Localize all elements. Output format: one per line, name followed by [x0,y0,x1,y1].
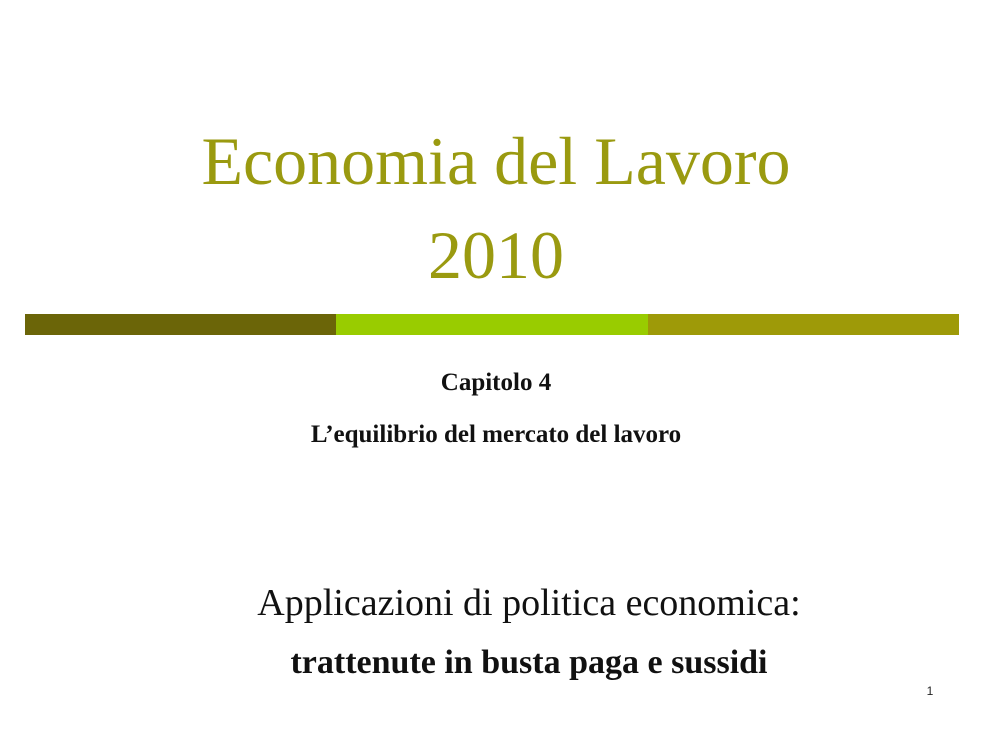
divider-segment-olive [648,314,959,335]
chapter-title: L’equilibrio del mercato del lavoro [310,421,682,448]
applications-heading: Applicazioni di politica economica: [257,582,801,624]
slide-title-line-2: 2010 [428,217,564,293]
divider-segment-dark [25,314,336,335]
divider-segment-green [336,314,647,335]
decorative-divider-bar [25,314,959,335]
applications-topic: trattenute in busta paga e sussidi [290,644,768,681]
chapter-label: Capitolo 4 [440,369,552,396]
slide-title-line-1: Economia del Lavoro [201,123,791,199]
page-number: 1 [926,684,934,698]
